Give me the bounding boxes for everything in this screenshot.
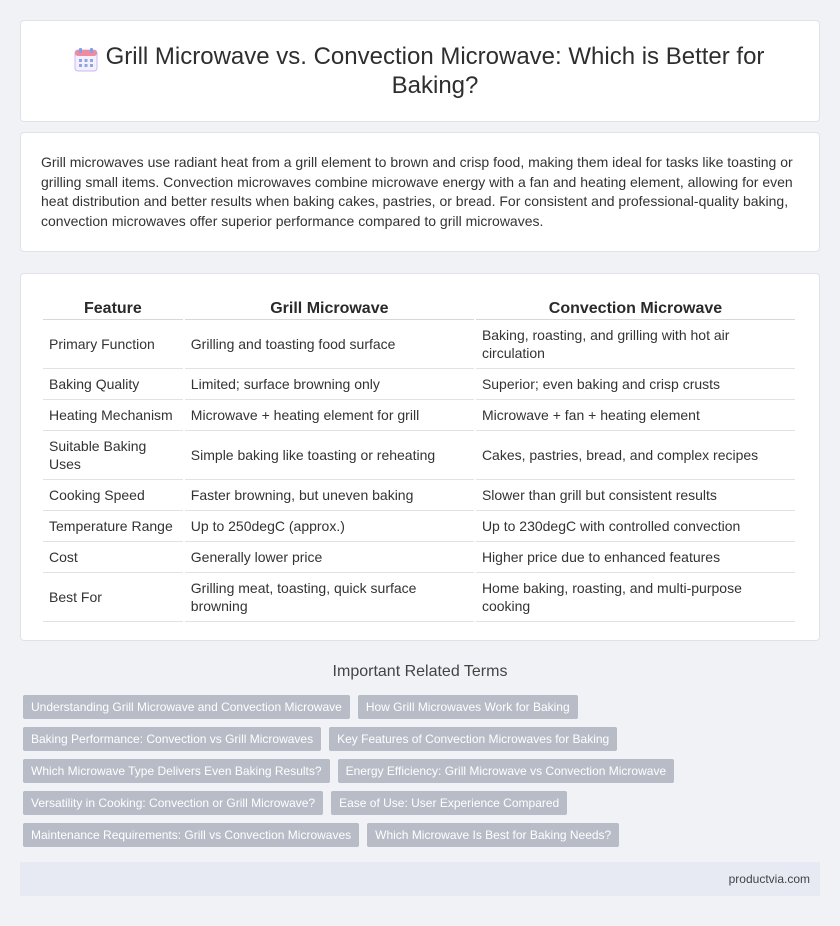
- related-tag[interactable]: Maintenance Requirements: Grill vs Convection Microwaves: [23, 823, 359, 847]
- table-cell: Faster browning, but uneven baking: [185, 480, 474, 511]
- intro-text: Grill microwaves use radiant heat from a grill element to brown and crisp food, making them ideal for tasks like toasting or grilling small items. Convection microwaves combine microwave energy with a fan and heating element, allowing for even heat distribution and better results when baking cakes, pastries, or bread. For consistent and professional-quality baking, convection microwaves offer superior performance compared to grill microwaves.: [41, 154, 793, 229]
- tag-row: [23, 727, 803, 751]
- table-row: [43, 573, 795, 622]
- table-cell: Baking Quality: [43, 369, 183, 400]
- tag-row: [23, 823, 803, 847]
- table-cell: Generally lower price: [185, 542, 474, 573]
- table-cell: Limited; surface browning only: [185, 369, 474, 400]
- header-card: [20, 20, 820, 122]
- table-cell: Cost: [43, 542, 183, 573]
- table-cell: Best For: [43, 573, 183, 622]
- comparison-table: [41, 296, 797, 622]
- related-terms-tags: [23, 695, 803, 855]
- table-cell: Grilling meat, toasting, quick surface browning: [185, 573, 474, 622]
- table-cell: Temperature Range: [43, 511, 183, 542]
- page-title: Grill Microwave vs. Convection Microwave: Which is Better for Baking?: [105, 43, 765, 99]
- related-tag[interactable]: Ease of Use: User Experience Compared: [331, 791, 567, 815]
- table-row: [43, 480, 795, 511]
- related-tag[interactable]: Versatility in Cooking: Convection or Grill Microwave?: [23, 791, 323, 815]
- table-cell: Cakes, pastries, bread, and complex recipes: [476, 431, 795, 480]
- related-tag[interactable]: Energy Efficiency: Grill Microwave vs Convection Microwave: [338, 759, 675, 783]
- table-cell: Simple baking like toasting or reheating: [185, 431, 474, 480]
- related-tag[interactable]: How Grill Microwaves Work for Baking: [358, 695, 578, 719]
- footer: [20, 862, 820, 896]
- table-row: [43, 431, 795, 480]
- tag-row: [23, 759, 803, 783]
- table-cell: Slower than grill but consistent results: [476, 480, 795, 511]
- table-row: [43, 320, 795, 369]
- table-cell: Primary Function: [43, 320, 183, 369]
- footer-site-link[interactable]: productvia.com: [728, 872, 810, 886]
- table-row: [43, 542, 795, 573]
- related-tag[interactable]: Key Features of Convection Microwaves for Baking: [329, 727, 617, 751]
- calendar-icon: [73, 47, 99, 73]
- header-convection: Convection Microwave: [476, 296, 795, 320]
- header-grill: Grill Microwave: [185, 296, 474, 320]
- header-feature: Feature: [43, 296, 183, 320]
- intro-card: [20, 132, 820, 252]
- related-tag[interactable]: Which Microwave Type Delivers Even Baking Results?: [23, 759, 330, 783]
- table-header-row: [43, 296, 795, 320]
- table-cell: Heating Mechanism: [43, 400, 183, 431]
- related-tag[interactable]: Understanding Grill Microwave and Convection Microwave: [23, 695, 350, 719]
- table-cell: Suitable Baking Uses: [43, 431, 183, 480]
- table-cell: Home baking, roasting, and multi-purpose cooking: [476, 573, 795, 622]
- table-cell: Higher price due to enhanced features: [476, 542, 795, 573]
- table-cell: Up to 230degC with controlled convection: [476, 511, 795, 542]
- table-cell: Cooking Speed: [43, 480, 183, 511]
- related-tag[interactable]: Baking Performance: Convection vs Grill Microwaves: [23, 727, 321, 751]
- table-cell: Grilling and toasting food surface: [185, 320, 474, 369]
- table-cell: Superior; even baking and crisp crusts: [476, 369, 795, 400]
- table-cell: Up to 250degC (approx.): [185, 511, 474, 542]
- table-cell: Microwave + fan + heating element: [476, 400, 795, 431]
- table-row: [43, 511, 795, 542]
- tag-row: [23, 695, 803, 719]
- table-cell: Microwave + heating element for grill: [185, 400, 474, 431]
- related-tag[interactable]: Which Microwave Is Best for Baking Needs?: [367, 823, 619, 847]
- comparison-table-card: [20, 273, 820, 641]
- table-row: [43, 369, 795, 400]
- tag-row: [23, 791, 803, 815]
- related-terms-title: Important Related Terms: [332, 663, 508, 680]
- table-row: [43, 400, 795, 431]
- table-cell: Baking, roasting, and grilling with hot air circulation: [476, 320, 795, 369]
